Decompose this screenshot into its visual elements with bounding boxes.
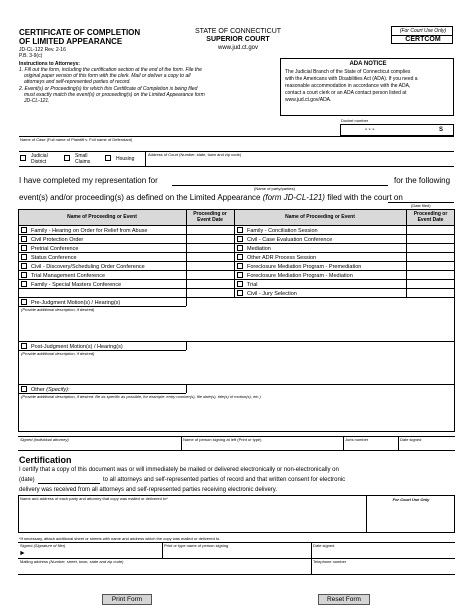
prejudgment-checkbox[interactable] [21,299,27,305]
proceeding-label: Civil - Case Evaluation Conference [247,237,333,243]
telephone-field[interactable] [312,565,454,574]
juris-number-field[interactable] [344,442,397,450]
party-name-field[interactable] [172,174,388,184]
proceeding-checkbox[interactable] [237,281,243,287]
ada-line: contact a court clerk or an ADA contact person listed at [285,90,407,96]
form-number: JD-CL-122 Rev. 2-16 [19,47,66,53]
col-name-right: Name of Proceeding or Event [285,214,355,220]
print-name-field[interactable] [182,442,342,450]
case-name-field[interactable] [19,142,454,151]
date-filed-caption: (Date filed) [411,203,431,208]
docket-s: S [439,127,444,133]
proceeding-label: Foreclosure Mediation Program - Mediation [247,273,353,279]
proceeding-checkbox[interactable] [237,263,243,269]
col-date-right-1: Proceeding or [413,211,448,217]
proceeding-label: Mediation [247,246,271,252]
judicial-label: Judicial [31,153,48,159]
small-label: Small [75,153,88,159]
other-specify-field[interactable] [65,385,185,393]
col-date-right-2: Event Date [417,217,444,223]
instructions-heading: Instructions to Attorneys: [19,61,80,67]
claims-label: Claims [75,159,91,165]
date-signed-field[interactable] [399,442,454,450]
prejudgment-label: Pre-Judgment Motion(s) / Hearing(s) [31,300,121,306]
print-name-label: Name of person signing at left (Print or type) [183,437,262,442]
proceeding-label: Foreclosure Mediation Program - Premediation [247,264,362,270]
housing-checkbox[interactable] [105,155,111,161]
proceeding-checkbox[interactable] [237,272,243,278]
proceeding-label: Civil - Jury Selection [247,291,297,297]
court-use-label: (For Court Use Only) [399,28,447,34]
signed-filer-label: Signed (Signature of filer) [20,543,66,548]
certification-line3: delivery was received from all attorneys and self-represented parties receiving electronic delivery. [19,487,278,493]
proceeding-checkbox[interactable] [21,236,27,242]
recipients-label: Name and address of each party and attorney that copy was mailed or delivered to* [20,496,168,501]
filer-print-name-label: Print or type name of person signing [164,543,229,548]
date-signed-label: Date signed [400,437,422,442]
proceeding-label: Family - Conciliation Session [247,228,318,234]
ada-line: The Judicial Branch of the State of Connecticut complies [285,69,411,75]
instructions-line: original paper version of this form with the clerk. Mail or deliver a copy to all [24,73,191,79]
signed-attorney-label: Signed (Individual attorney) [20,437,69,442]
court-address-label: Address of Court (Number, state, town and zip code) [148,152,242,157]
proceeding-label: Family - Hearing on Order for Relief from Abuse [31,228,148,234]
proceeding-checkbox[interactable] [237,227,243,233]
district-label: District [31,159,47,165]
telephone-label: Telephone number [313,559,347,564]
col-date-left-1: Proceeding or [193,211,227,217]
certification-date-label: (date) [19,477,35,483]
prejudgment-description-field[interactable] [19,313,454,341]
filer-date-signed-label: Date signed [313,543,335,548]
proceeding-checkbox[interactable] [21,254,27,260]
footnote: *If necessary, attach additional sheet or sheets with name and address which the copy was mailed or delivered to. [19,536,221,541]
form-title-line1: CERTIFICATE OF COMPLETION [19,28,141,37]
court-use-only-label: For Court Use Only [392,497,430,502]
ada-heading: ADA NOTICE [349,61,387,67]
proceeding-label: Trial Management Conference [31,273,106,279]
proceeding-label: Civil Protection Order [31,237,84,243]
ada-line: www.jud.ct.gov/ADA. [285,97,332,103]
proceeding-checkbox[interactable] [237,236,243,242]
proceeding-checkbox[interactable] [237,254,243,260]
other-description-field[interactable] [19,400,454,431]
proceeding-label: Trial [247,282,258,288]
proceeding-checkbox[interactable] [237,245,243,251]
other-label: Other (Specify): [31,387,70,393]
small-claims-checkbox[interactable] [64,155,70,161]
court-name: SUPERIOR COURT [206,36,270,43]
certification-heading: Certification [19,455,72,465]
docket-dashes: - - - [365,127,375,133]
mailing-address-label: Mailing address (Number, street, town, state and zip code) [20,559,124,564]
proceeding-checkbox[interactable] [21,227,27,233]
party-name-caption: (Name of party/parties) [254,186,295,191]
website: www.jud.ct.gov [217,45,259,51]
recipients-field[interactable] [19,502,365,532]
juris-label: Juris number [345,437,369,442]
signature-arrow: ► [19,550,26,557]
state-name: STATE OF CONNECTICUT [194,28,282,35]
proceeding-checkbox[interactable] [21,281,27,287]
completed-statement: I have completed my representation for [19,176,158,185]
filer-date-signed-field[interactable] [312,549,454,558]
practice-book-ref: P.B. 3-9(c) [19,53,43,59]
postjudgment-label: Post-Judgment Motion(s) / Hearing(s) [31,344,123,350]
instructions-line: attorneys and self-represented parties of record. [24,79,131,85]
proceeding-checkbox[interactable] [237,290,243,296]
proceeding-label: Other ADR Process Session [247,255,317,261]
docket-number-field[interactable] [340,124,454,136]
date-filed-field[interactable] [388,191,454,201]
certification-line1: I certify that a copy of this document was or will immediately be mailed or delivered electronically or non-electronically on [19,467,339,473]
instructions-line: 1. Fill out the form, including the certification section at the end of the form. File the [19,67,202,73]
proceeding-checkbox[interactable] [21,263,27,269]
postjudgment-checkbox[interactable] [21,343,27,349]
certcom-code: CERTCOM [405,36,441,43]
form-title-line2: OF LIMITED APPEARANCE [19,37,123,46]
certification-line2: to all attorneys and self-represented parties of record and that written consent for electronic [103,477,346,483]
postjudgment-desc-caption: (Provide additional description, if desired) [21,351,95,356]
court-use-box [391,26,453,44]
instructions-line: 2. Event(s) or Proceeding(s) for which this Certificate of Completion is being filed [19,86,198,92]
housing-label: Housing [116,156,135,162]
other-desc-caption: (Provide additional description, if desired. Be as specific as possible, for example: entry number(s), file date(s), title(s) of motion(s), etc.) [21,394,261,399]
other-checkbox[interactable] [21,386,27,392]
events-statement: event(s) and/or proceeding(s) as defined on the Limited Appearance (form JD-CL-121) filed with the court on [19,193,403,202]
mailing-address-field[interactable] [19,565,310,574]
reset-form-button[interactable]: Reset Form [318,594,370,605]
court-address-field[interactable] [146,157,454,166]
for-following: for the following [394,176,451,185]
case-name-label: Name of Case (Full name of Plaintiff v. Full name of Defendant) [20,137,133,142]
instructions-line: JD-CL-121. [24,98,50,104]
proceeding-label: Status Conference [31,255,77,261]
postjudgment-description-field[interactable] [19,357,454,384]
prejudgment-desc-caption: (Provide additional description, if desired) [21,307,95,312]
ada-line: with the Americans with Disabilities Act (ADA). If you need a [285,76,418,82]
proceeding-label: Pretrial Conference [31,246,79,252]
ada-notice-box [280,58,454,116]
proceeding-label: Civil - Discovery/Scheduling Order Conference [31,264,145,270]
attorney-signature-field[interactable] [19,442,180,450]
filer-print-name-field[interactable] [163,549,310,558]
filer-signature-field[interactable] [27,549,161,558]
judicial-district-checkbox[interactable] [20,155,26,161]
docket-label: Docket number [341,118,369,123]
col-date-left-2: Event Date [197,217,223,223]
proceeding-label: Family - Special Masters Conference [31,282,122,288]
col-name-left: Name of Proceeding or Event [67,214,137,220]
proceeding-checkbox[interactable] [21,245,27,251]
certification-date-field[interactable] [38,475,100,483]
print-form-button[interactable]: Print Form [102,594,152,605]
instructions-line: must exactly match the event(s) or proceeding(s) on the Limited Appearance form [24,92,205,98]
ada-line: reasonable accommodation in accordance with the ADA, [285,83,411,89]
proceeding-checkbox[interactable] [21,272,27,278]
